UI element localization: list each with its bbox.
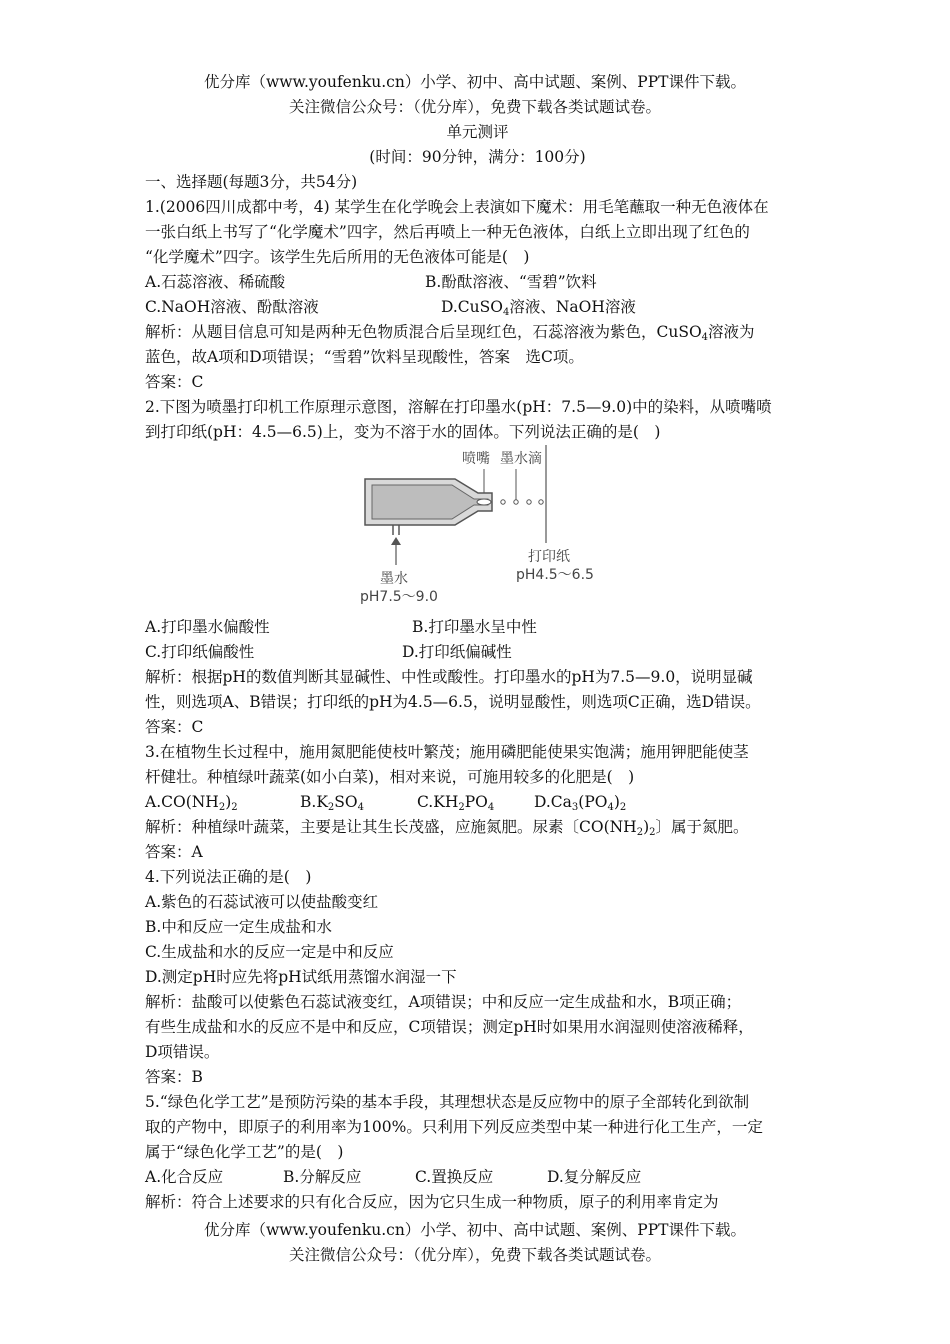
header-line-2: 关注微信公众号：（优分库），免费下载各类试题试卷。 [288,98,661,116]
option-b: B.酚酞溶液、“雪碧”饮料 [425,273,597,291]
inkjet-figure [360,445,600,615]
option-a: A.打印墨水偏酸性 [145,618,270,636]
question-text: 1.(2006四川成都中考，4) 某学生在化学晚会上表演如下魔术：用毛笔蘸取一种无色液体在 [145,198,769,216]
droplet-label: 墨水滴 [500,451,542,467]
section-heading: 一、选择题(每题3分，共54分) [145,173,358,191]
ink-label: 墨水 [380,571,408,587]
answer-text: 答案：C [145,718,204,736]
ink-ph-label: pH7.5～9.0 [360,589,438,605]
analysis-text: 蓝色，故A项和D项错误；“雪碧”饮料呈现酸性，答案 选C项。 [145,348,584,366]
answer-text: 答案：C [145,373,204,391]
analysis-text: 有些生成盐和水的反应不是中和反应，C项错误；测定pH时如果用水润湿则使溶液稀释， [145,1018,754,1036]
option-b: B.打印墨水呈中性 [412,618,537,636]
answer-text: 答案：A [145,843,203,861]
question-text: 杆健壮。种植绿叶蔬菜(如小白菜)，相对来说，可施用较多的化肥是( ) [145,768,635,786]
document-body [145,120,810,1215]
option-a: A.石蕊溶液、稀硫酸 [145,273,286,291]
ink-droplet [539,500,543,504]
paper-ph-label: pH4.5～6.5 [516,567,594,583]
question-text: 到打印纸(pH：4.5—6.5)上，变为不溶于水的固体。下列说法正确的是( ) [145,423,661,441]
options-row [145,1165,810,1190]
footer-line-2: 关注微信公众号：（优分库），免费下载各类试题试卷。 [288,1246,661,1264]
question-text: 一张白纸上书写了“化学魔术”四字，然后再喷上一种无色液体，白纸上立即出现了红色的 [145,223,750,241]
option-b: B.分解反应 [283,1168,362,1186]
question-text: “化学魔术”四字。该学生先后所用的无色液体可能是( ) [145,248,530,266]
analysis-text: 解析：种植绿叶蔬菜，主要是让其生长茂盛，应施氮肥。尿素〔$CO(NH_2)_2$〕属于氮肥。 [145,818,749,838]
option-c: C.NaOH溶液、酚酞溶液 [145,298,319,316]
option-a: $A.CO(NH_2)_2$ [145,793,238,813]
answer-text: 答案：B [145,1068,203,1086]
question-text: 5.“绿色化学工艺”是预防污染的基本手段，其理想状态是反应物中的原子全部转化到欲制 [145,1093,750,1111]
analysis-text: 解析：盐酸可以使紫色石蕊试液变红，A项错误；中和反应一定生成盐和水，B项正确； [145,993,742,1011]
header-line-1: 优分库（www.youfenku.cn）小学、初中、高中试题、案例、PPT课件下载。 [203,73,747,91]
paper-label: 打印纸 [528,549,570,565]
ink-droplet [527,500,531,504]
analysis-text: 解析：从题目信息可知是两种无色物质混合后呈现红色，石蕊溶液为紫色，CuSO$_4$溶液为 [145,323,755,343]
option-a: A.紫色的石蕊试液可以使盐酸变红 [145,893,379,911]
footer [0,1218,950,1268]
question-4 [145,865,810,1090]
nozzle-label: 喷嘴 [462,451,490,467]
question-text: 取的产物中，即原子的利用率为100%。只利用下列反应类型中某一种进行化工生产，一定 [145,1118,763,1136]
option-d: $D.Ca_3(PO_4)_2$ [534,793,627,813]
options-row [145,615,810,640]
options-row [145,640,810,665]
analysis-text: 解析：根据pH的数值判断其显碱性、中性或酸性。打印墨水的pH为7.5—9.0，说明显碱 [145,668,753,686]
option-b: B.中和反应一定生成盐和水 [145,918,332,936]
page-title: 单元测评 [446,123,509,141]
question-5 [145,1090,810,1215]
question-text: 3.在植物生长过程中，施用氮肥能使枝叶繁茂；施用磷肥能使果实饱满；施用钾肥能使茎 [145,743,749,761]
question-1 [145,195,810,395]
option-c: $C.KH_2PO_4$ [417,793,495,813]
ink-droplet [501,500,505,504]
nozzle-opening [477,499,491,505]
option-a: A.化合反应 [145,1168,224,1186]
question-text: 2.下图为喷墨打印机工作原理示意图，溶解在打印墨水(pH：7.5—9.0)中的染料，从喷嘴喷 [145,398,772,416]
options-row [145,295,810,320]
option-c: C.打印纸偏酸性 [145,643,255,661]
options-row [145,270,810,295]
option-d: D.测定pH时应先将pH试纸用蒸馏水润湿一下 [145,968,457,986]
options-row [145,790,810,815]
option-c: C.置换反应 [415,1168,494,1186]
question-text: 属于“绿色化学工艺”的是( ) [145,1143,344,1161]
question-3 [145,740,810,865]
question-text: 4.下列说法正确的是( ) [145,868,312,886]
ink-droplet [514,500,518,504]
question-2 [145,395,810,740]
analysis-text: 性，则选项A、B错误；打印纸的pH为4.5—6.5，说明显酸性，则选项C正确，选D错误。 [145,693,761,711]
inkjet-diagram [145,445,810,615]
option-d: D.CuSO$_4$溶液、NaOH溶液 [441,298,636,318]
option-d: D.打印纸偏碱性 [402,643,512,661]
footer-line-1: 优分库（www.youfenku.cn）小学、初中、高中试题、案例、PPT课件下载。 [203,1221,747,1239]
page-subtitle: (时间：90分钟，满分：100分) [369,148,586,166]
analysis-text: 解析：符合上述要求的只有化合反应，因为它只生成一种物质，原子的利用率肯定为 [145,1193,719,1211]
analysis-text: D项错误。 [145,1043,220,1061]
option-c: C.生成盐和水的反应一定是中和反应 [145,943,394,961]
arrow-up-icon [391,537,401,545]
option-d: D.复分解反应 [547,1168,642,1186]
header [0,70,950,120]
option-b: $B.K_2SO_4$ [300,793,364,813]
